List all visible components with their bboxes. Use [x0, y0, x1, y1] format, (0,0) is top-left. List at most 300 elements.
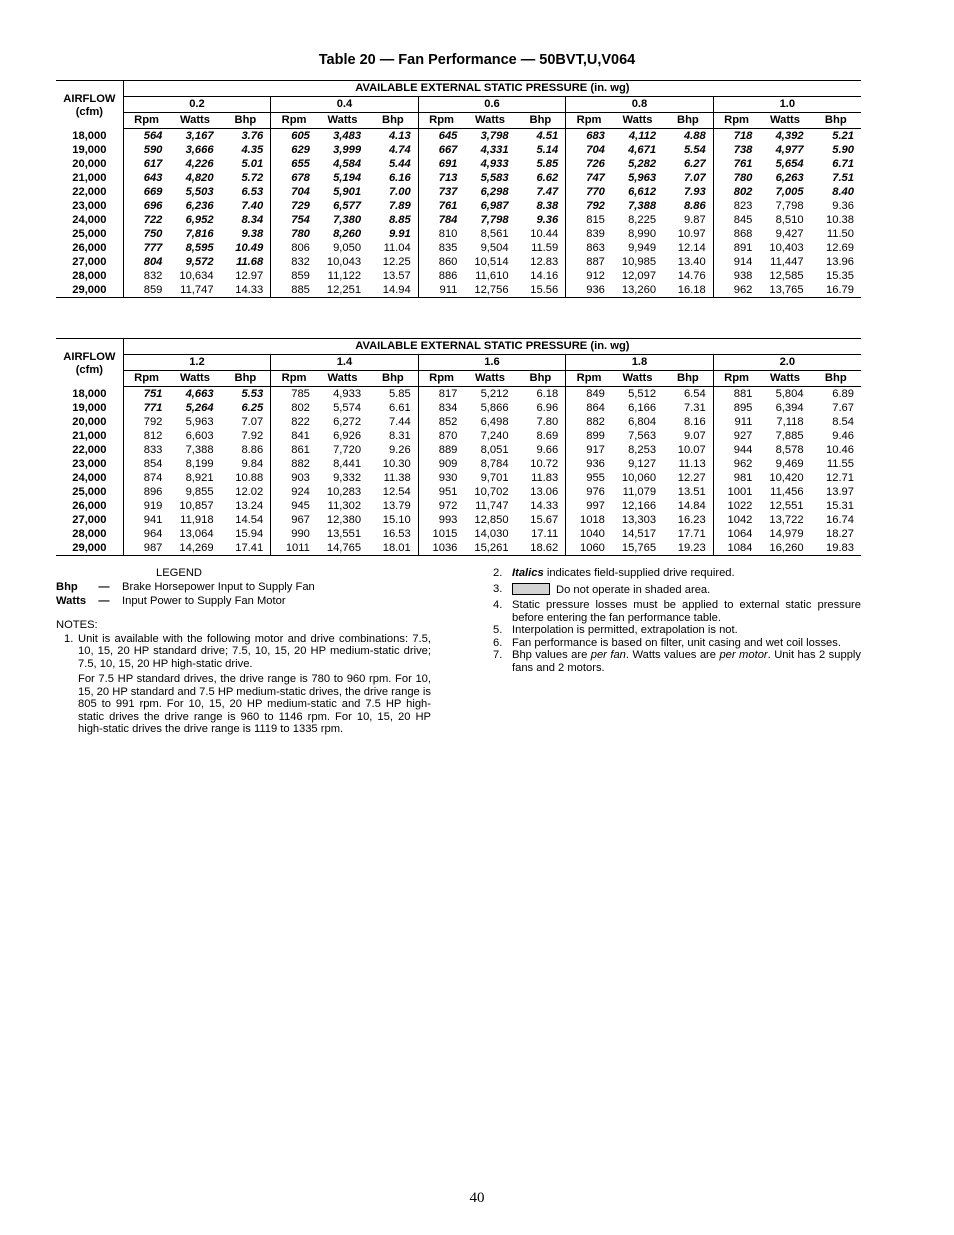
rpm-cell: 964	[143, 528, 163, 540]
watts-column-header: Watts	[612, 113, 663, 129]
airflow-cell: 28,000	[56, 527, 123, 541]
airflow-cell: 27,000	[56, 255, 123, 269]
bhp-cell: 12.27	[663, 471, 713, 485]
watts-cell: 13,722	[769, 514, 804, 526]
watts-cell: 6,612	[628, 186, 657, 198]
airflow-unit: (cfm)	[75, 106, 104, 118]
watts-cell: 8,260	[333, 228, 362, 240]
bhp-cell: 14.54	[221, 513, 271, 527]
watts-cell: 8,225	[628, 214, 657, 226]
watts-cell: 6,272	[333, 416, 362, 428]
watts-cell: 5,212	[480, 388, 509, 400]
watts-cell: 8,784	[480, 458, 509, 470]
airflow-cell: 18,000	[56, 387, 123, 402]
rpm-cell: 667	[438, 144, 458, 156]
airflow-cell: 25,000	[56, 485, 123, 499]
watts-cell: 8,578	[775, 444, 804, 456]
airflow-cell: 29,000	[56, 541, 123, 556]
watts-cell: 6,577	[333, 200, 362, 212]
bhp-cell: 14.33	[516, 499, 566, 513]
bhp-cell: 11.13	[663, 457, 713, 471]
watts-cell: 10,634	[179, 270, 214, 282]
bhp-cell: 5.85	[516, 157, 566, 171]
bhp-cell: 5.90	[832, 144, 854, 156]
note-2	[493, 567, 861, 580]
note-7-text: Bhp values are	[512, 649, 591, 661]
watts-cell: 10,403	[769, 242, 804, 254]
rpm-cell: 832	[143, 270, 163, 282]
rpm-cell: 629	[291, 144, 310, 156]
watts-cell: 12,756	[464, 283, 515, 298]
bhp-cell: 10.72	[516, 457, 566, 471]
airflow-cell: 23,000	[56, 457, 123, 471]
note-number: 5.	[493, 624, 503, 636]
bhp-cell: 9.36	[516, 213, 566, 227]
watts-cell: 11,079	[622, 486, 657, 498]
rpm-cell: 981	[733, 472, 753, 484]
rpm-cell: 990	[291, 528, 310, 540]
bhp-cell: 5.44	[368, 157, 418, 171]
legend-item	[56, 580, 315, 594]
rpm-cell: 792	[586, 200, 605, 212]
bhp-cell: 6.16	[368, 171, 418, 185]
watts-cell: 5,512	[628, 388, 657, 400]
rpm-column-header: Rpm	[566, 371, 612, 387]
bhp-cell: 9.36	[832, 200, 854, 212]
bhp-cell: 7.89	[368, 199, 418, 213]
rpm-cell: 832	[291, 256, 310, 268]
rpm-cell: 993	[438, 514, 458, 526]
bhp-cell: 7.00	[368, 185, 418, 199]
bhp-cell: 14.94	[368, 283, 418, 298]
watts-cell: 7,885	[775, 430, 804, 442]
bhp-cell: 8.38	[516, 199, 566, 213]
rpm-cell: 780	[733, 172, 753, 184]
rpm-cell: 761	[733, 158, 753, 170]
rpm-cell: 823	[733, 200, 753, 212]
rpm-cell: 1015	[432, 528, 458, 540]
table-title: Table 20 — Fan Performance — 50BVT,U,V064	[318, 52, 636, 68]
bhp-cell: 5.21	[832, 130, 854, 142]
bhp-cell: 16.79	[811, 283, 861, 298]
bhp-cell: 6.53	[221, 185, 271, 199]
bhp-cell: 13.51	[663, 485, 713, 499]
watts-cell: 9,332	[333, 472, 362, 484]
note-number: 1.	[64, 632, 74, 645]
rpm-cell: 817	[438, 388, 458, 400]
watts-column-header: Watts	[169, 371, 220, 387]
airflow-cell: 24,000	[56, 471, 123, 485]
rpm-column-header: Rpm	[271, 371, 317, 387]
bhp-cell: 6.71	[832, 158, 854, 170]
watts-cell: 7,380	[333, 214, 362, 226]
note-7-text: . Watts values are	[625, 649, 720, 661]
rpm-cell: 718	[733, 130, 753, 142]
bhp-cell: 10.07	[663, 443, 713, 457]
rpm-cell: 835	[438, 242, 458, 254]
watts-cell: 10,283	[326, 486, 362, 498]
watts-cell: 6,498	[480, 416, 509, 428]
bhp-cell: 10.38	[826, 214, 854, 226]
table-row	[56, 443, 861, 457]
bhp-cell: 17.11	[516, 527, 566, 541]
bhp-cell: 7.47	[516, 185, 566, 199]
rpm-cell: 833	[143, 444, 163, 456]
pressure-column-header: 1.8	[566, 355, 714, 371]
watts-cell: 12,380	[326, 514, 362, 526]
pressure-column-header: 0.2	[123, 97, 271, 113]
legend-text: Input Power to Supply Fan Motor	[122, 595, 286, 607]
watts-cell: 6,166	[628, 402, 657, 414]
bhp-cell: 18.27	[826, 528, 854, 540]
bhp-cell: 4.51	[516, 129, 566, 144]
shaded-area-swatch	[512, 583, 550, 595]
bhp-cell: 9.84	[221, 457, 271, 471]
rpm-cell: 909	[438, 458, 458, 470]
bhp-cell: 6.18	[516, 387, 566, 402]
bhp-cell: 17.71	[663, 527, 713, 541]
legend-title: LEGEND	[156, 567, 203, 579]
bhp-column-header: Bhp	[663, 113, 713, 129]
legend-text: Brake Horsepower Input to Supply Fan	[122, 581, 315, 593]
rpm-cell: 987	[123, 541, 169, 556]
watts-cell: 5,583	[480, 172, 509, 184]
rpm-cell: 914	[733, 256, 753, 268]
note-7-emphasis: per fan	[590, 649, 626, 661]
watts-cell: 7,720	[333, 444, 362, 456]
rpm-cell: 804	[143, 256, 163, 268]
rpm-cell: 1084	[713, 541, 759, 556]
watts-cell: 3,483	[333, 130, 362, 142]
note-2-text: indicates field-supplied drive required.	[543, 567, 735, 579]
bhp-cell: 10.97	[663, 227, 713, 241]
rpm-cell: 1022	[727, 500, 753, 512]
bhp-cell: 5.53	[221, 387, 271, 402]
watts-cell: 5,866	[480, 402, 509, 414]
bhp-cell: 16.18	[663, 283, 713, 298]
watts-cell: 6,298	[480, 186, 509, 198]
rpm-cell: 938	[733, 270, 753, 282]
watts-cell: 6,952	[185, 214, 214, 226]
table-row	[56, 213, 861, 227]
note-number: 3.	[493, 582, 503, 595]
watts-cell: 3,167	[185, 130, 214, 142]
bhp-cell: 6.89	[832, 388, 854, 400]
rpm-cell: 806	[291, 242, 310, 254]
watts-cell: 8,990	[628, 228, 657, 240]
bhp-cell: 15.35	[826, 270, 854, 282]
watts-cell: 9,949	[628, 242, 657, 254]
rpm-cell: 951	[438, 486, 458, 498]
airflow-cell: 25,000	[56, 227, 123, 241]
notes-left	[56, 619, 431, 739]
bhp-cell: 4.74	[368, 143, 418, 157]
watts-cell: 11,918	[180, 514, 214, 526]
rpm-cell: 976	[586, 486, 605, 498]
bhp-cell: 7.44	[368, 415, 418, 429]
rpm-column-header: Rpm	[271, 113, 317, 129]
rpm-cell: 605	[291, 130, 310, 142]
table-row	[56, 227, 861, 241]
watts-cell: 11,122	[327, 270, 362, 282]
rpm-cell: 927	[733, 430, 753, 442]
rpm-cell: 1060	[566, 541, 612, 556]
rpm-cell: 1042	[727, 514, 753, 526]
legend-abbr: Watts	[56, 595, 87, 607]
watts-cell: 8,921	[185, 472, 214, 484]
bhp-cell: 8.34	[221, 213, 271, 227]
watts-cell: 10,060	[621, 472, 657, 484]
rpm-cell: 886	[438, 270, 458, 282]
rpm-cell: 839	[586, 228, 605, 240]
watts-cell: 6,263	[775, 172, 804, 184]
watts-cell: 8,510	[775, 214, 804, 226]
rpm-cell: 881	[733, 388, 753, 400]
pressure-column-header: 0.8	[566, 97, 714, 113]
table-row	[56, 143, 861, 157]
bhp-cell: 15.56	[516, 283, 566, 298]
watts-cell: 9,469	[775, 458, 804, 470]
note-5-text: Interpolation is permitted, extrapolation is not.	[512, 624, 738, 636]
bhp-cell: 14.16	[516, 269, 566, 283]
bhp-cell: 11.59	[516, 241, 566, 255]
bhp-cell: 11.38	[368, 471, 418, 485]
note-number: 4.	[493, 599, 503, 611]
bhp-cell: 5.01	[221, 157, 271, 171]
rpm-cell: 997	[586, 500, 605, 512]
watts-cell: 10,857	[179, 500, 214, 512]
watts-column-header: Watts	[169, 113, 220, 129]
bhp-cell: 16.74	[826, 514, 854, 526]
bhp-cell: 13.57	[368, 269, 418, 283]
watts-cell: 9,855	[185, 486, 214, 498]
pressure-column-header: 1.2	[123, 355, 271, 371]
rpm-cell: 863	[586, 242, 605, 254]
watts-cell: 3,798	[480, 130, 509, 142]
watts-cell: 4,977	[775, 144, 804, 156]
rpm-cell: 944	[733, 444, 753, 456]
rpm-cell: 859	[291, 270, 310, 282]
watts-cell: 9,572	[185, 256, 214, 268]
bhp-cell: 9.26	[368, 443, 418, 457]
note-4-text: Static pressure losses must be applied to external static pressure before entering the fan performance table.	[512, 599, 861, 624]
watts-cell: 5,503	[185, 186, 214, 198]
bhp-cell: 12.71	[826, 472, 854, 484]
watts-cell: 4,933	[333, 388, 362, 400]
note-7-text: . Unit has 2 supply fans and 2 motors.	[512, 649, 861, 674]
bhp-cell: 7.92	[221, 429, 271, 443]
table-row	[56, 283, 861, 298]
rpm-cell: 911	[734, 416, 753, 428]
bhp-cell: 13.96	[826, 256, 854, 268]
bhp-cell: 13.97	[826, 486, 854, 498]
watts-column-header: Watts	[464, 371, 515, 387]
bhp-cell: 12.25	[368, 255, 418, 269]
bhp-column-header: Bhp	[516, 371, 566, 387]
rpm-cell: 936	[586, 458, 605, 470]
bhp-cell: 13.24	[221, 499, 271, 513]
rpm-cell: 713	[438, 172, 458, 184]
bhp-cell: 10.30	[368, 457, 418, 471]
watts-cell: 7,388	[185, 444, 214, 456]
bhp-cell: 13.06	[516, 485, 566, 499]
bhp-cell: 10.49	[221, 241, 271, 255]
watts-cell: 10,420	[769, 472, 804, 484]
table-row	[56, 387, 861, 402]
note-4	[493, 599, 861, 624]
bhp-cell: 8.31	[368, 429, 418, 443]
bhp-cell: 10.88	[221, 471, 271, 485]
bhp-cell: 12.54	[368, 485, 418, 499]
fan-performance-table-2	[56, 338, 861, 556]
bhp-cell: 10.46	[826, 444, 854, 456]
bhp-cell: 8.86	[221, 443, 271, 457]
airflow-header	[56, 339, 123, 387]
airflow-label: AIRFLOW	[63, 351, 116, 363]
rpm-cell: 722	[143, 214, 163, 226]
watts-cell: 16,260	[759, 541, 810, 556]
rpm-cell: 967	[291, 514, 310, 526]
watts-cell: 8,199	[185, 458, 214, 470]
watts-cell: 7,563	[628, 430, 657, 442]
rpm-cell: 896	[143, 486, 163, 498]
rpm-cell: 784	[438, 214, 458, 226]
bhp-cell: 9.87	[663, 213, 713, 227]
note-7-emphasis: per motor	[719, 649, 768, 661]
bhp-column-header: Bhp	[221, 371, 271, 387]
bhp-cell: 9.46	[832, 430, 854, 442]
watts-cell: 12,551	[769, 500, 804, 512]
airflow-cell: 22,000	[56, 185, 123, 199]
bhp-cell: 9.91	[368, 227, 418, 241]
watts-cell: 5,901	[333, 186, 362, 198]
watts-cell: 4,112	[628, 130, 657, 142]
watts-cell: 8,253	[628, 444, 657, 456]
watts-cell: 15,765	[612, 541, 663, 556]
airflow-cell: 29,000	[56, 283, 123, 298]
bhp-cell: 15.94	[221, 527, 271, 541]
notes-heading: NOTES:	[56, 619, 98, 631]
rpm-cell: 834	[438, 402, 458, 414]
rpm-cell: 810	[438, 228, 458, 240]
bhp-cell: 7.51	[832, 172, 854, 184]
rpm-cell: 891	[733, 242, 753, 254]
rpm-cell: 780	[291, 228, 310, 240]
note-1-text: Unit is available with the following motor and drive combinations: 7.5, 10, 15, 20 HP standard drive; 7.5, 10, 15, 20 HP medium-static drive; 7.5, 10, 15, 20 HP high-static drive.	[78, 632, 431, 670]
rpm-cell: 1001	[727, 486, 753, 498]
rpm-cell: 792	[143, 416, 163, 428]
table-row	[56, 269, 861, 283]
rpm-cell: 903	[291, 472, 310, 484]
airflow-cell: 27,000	[56, 513, 123, 527]
bhp-cell: 7.93	[663, 185, 713, 199]
note-number: 2.	[493, 567, 503, 579]
watts-cell: 14,979	[769, 528, 804, 540]
rpm-cell: 802	[733, 186, 753, 198]
bhp-cell: 18.01	[368, 541, 418, 556]
watts-cell: 5,264	[185, 402, 214, 414]
watts-cell: 11,447	[770, 256, 804, 268]
bhp-cell: 8.40	[832, 186, 854, 198]
rpm-cell: 655	[291, 158, 310, 170]
bhp-cell: 9.38	[221, 227, 271, 241]
bhp-cell: 14.76	[663, 269, 713, 283]
watts-cell: 10,043	[326, 256, 362, 268]
watts-cell: 4,933	[480, 158, 509, 170]
bhp-cell: 13.40	[663, 255, 713, 269]
rpm-cell: 868	[733, 228, 753, 240]
watts-column-header: Watts	[612, 371, 663, 387]
bhp-cell: 7.67	[832, 402, 854, 414]
watts-cell: 6,987	[480, 200, 509, 212]
pressure-column-header: 1.4	[271, 355, 419, 371]
table-row	[56, 429, 861, 443]
watts-cell: 15,261	[464, 541, 515, 556]
watts-cell: 6,236	[185, 200, 214, 212]
watts-cell: 8,441	[333, 458, 362, 470]
airflow-cell: 19,000	[56, 401, 123, 415]
bhp-cell: 11.04	[368, 241, 418, 255]
watts-cell: 7,798	[775, 200, 804, 212]
rpm-cell: 917	[586, 444, 605, 456]
watts-cell: 4,671	[628, 144, 657, 156]
rpm-cell: 1040	[580, 528, 605, 540]
watts-cell: 5,194	[333, 172, 362, 184]
bhp-cell: 10.44	[516, 227, 566, 241]
table-row	[56, 415, 861, 429]
watts-cell: 10,702	[474, 486, 509, 498]
italics-word: Italics	[512, 567, 544, 579]
airflow-cell: 19,000	[56, 143, 123, 157]
rpm-cell: 849	[586, 388, 605, 400]
table-row	[56, 457, 861, 471]
bhp-cell: 6.27	[663, 157, 713, 171]
watts-cell: 11,747	[475, 500, 509, 512]
pressure-column-header: 1.0	[713, 97, 861, 113]
bhp-cell: 18.62	[516, 541, 566, 556]
rpm-cell: 955	[586, 472, 605, 484]
rpm-cell: 785	[291, 388, 310, 400]
airflow-cell: 23,000	[56, 199, 123, 213]
bhp-cell: 4.13	[368, 129, 418, 144]
rpm-cell: 841	[291, 430, 310, 442]
legend-dash: —	[98, 581, 110, 593]
table-row	[56, 185, 861, 199]
bhp-cell: 9.07	[663, 429, 713, 443]
bhp-cell: 19.23	[663, 541, 713, 556]
airflow-label: AIRFLOW	[63, 93, 116, 105]
rpm-cell: 1036	[418, 541, 464, 556]
bhp-column-header: Bhp	[516, 113, 566, 129]
watts-cell: 6,926	[333, 430, 362, 442]
rpm-column-header: Rpm	[123, 371, 169, 387]
watts-cell: 13,303	[621, 514, 657, 526]
rpm-column-header: Rpm	[713, 371, 759, 387]
rpm-cell: 859	[123, 283, 169, 298]
watts-cell: 12,585	[769, 270, 804, 282]
rpm-cell: 704	[586, 144, 605, 156]
note-3	[493, 583, 861, 597]
rpm-cell: 683	[586, 130, 605, 142]
bhp-cell: 5.72	[221, 171, 271, 185]
rpm-cell: 962	[733, 458, 753, 470]
rpm-cell: 815	[586, 214, 605, 226]
note-5	[493, 624, 861, 637]
watts-cell: 11,747	[169, 283, 220, 298]
airflow-cell: 26,000	[56, 499, 123, 513]
bhp-cell: 12.69	[826, 242, 854, 254]
legend-item	[56, 594, 315, 608]
